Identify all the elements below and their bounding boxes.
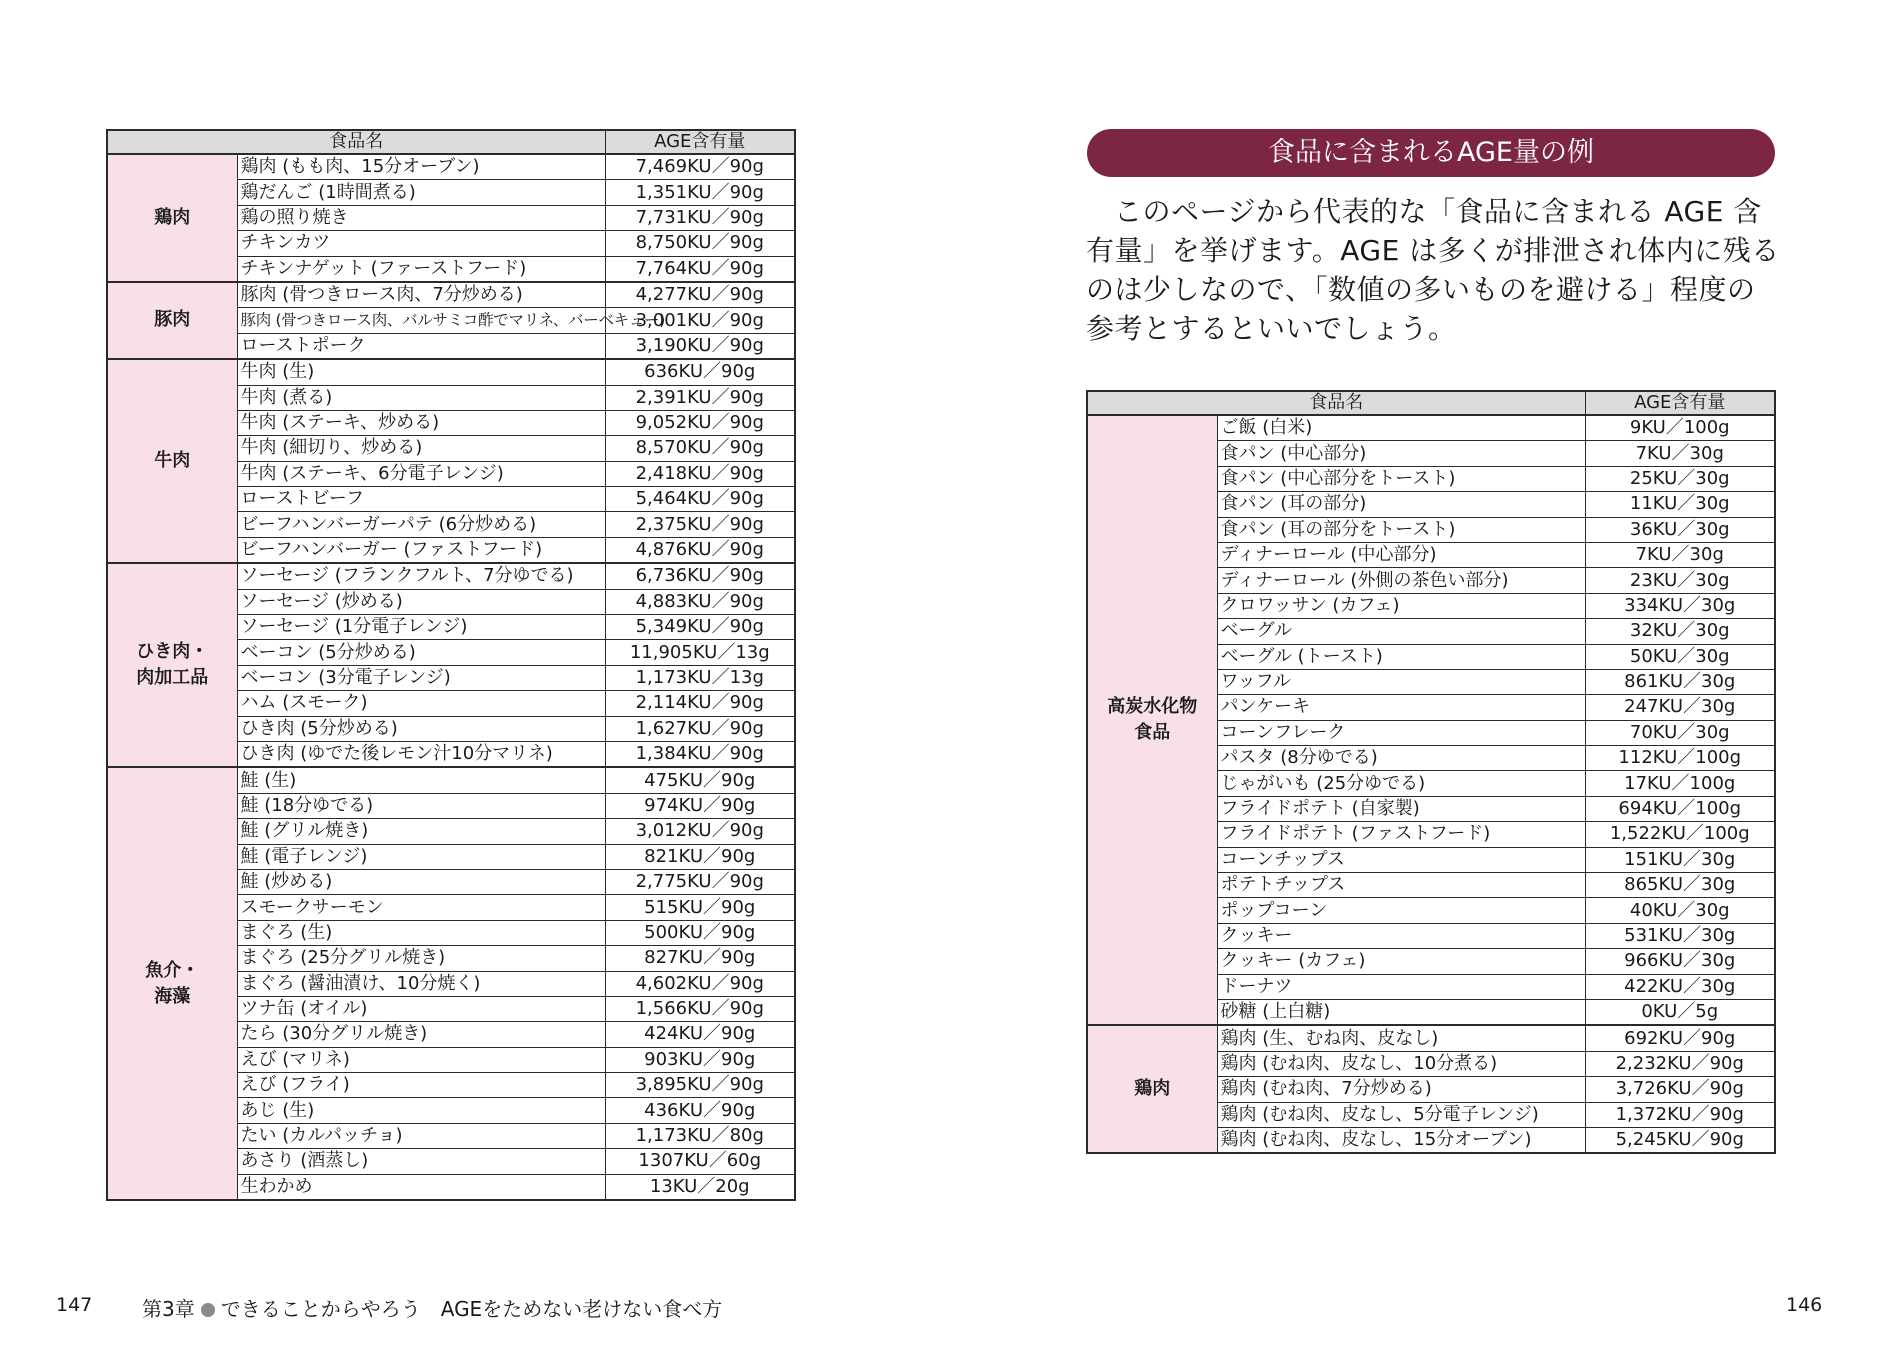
food-name-cell: ツナ缶 (オイル) xyxy=(237,996,605,1021)
age-value-cell: 827KU／90g xyxy=(605,946,795,971)
age-value-cell: 4,277KU／90g xyxy=(605,282,795,308)
age-value-cell: 5,349KU／90g xyxy=(605,615,795,640)
food-name-cell: ローストポーク xyxy=(237,333,605,359)
age-value-cell: 2,391KU／90g xyxy=(605,385,795,410)
food-name-cell: チキンカツ xyxy=(237,231,605,256)
category-cell: 高炭水化物 食品 xyxy=(1087,415,1217,1025)
age-value-cell: 8,570KU／90g xyxy=(605,436,795,461)
food-name-cell: 牛肉 (ステーキ、6分電子レンジ) xyxy=(237,461,605,486)
category-cell: ひき肉・ 肉加工品 xyxy=(107,563,237,767)
food-name-cell: 鮭 (電子レンジ) xyxy=(237,844,605,869)
intro-paragraph: このページから代表的な「食品に含まれる AGE 含有量」を挙げます。AGE は多くが排泄され体内に残るのは少しなので、「数値の多いものを避ける」程度の参考とするといいでしょう。 xyxy=(1086,195,1780,345)
age-value-cell: 692KU／90g xyxy=(1585,1025,1775,1051)
food-name-cell: 鶏肉 (生、むね肉、皮なし) xyxy=(1217,1025,1585,1051)
food-name-cell: クロワッサン (カフェ) xyxy=(1217,593,1585,618)
food-name-cell: パスタ (8分ゆでる) xyxy=(1217,746,1585,771)
food-name-cell: ポテトチップス xyxy=(1217,873,1585,898)
table-row xyxy=(107,282,795,308)
food-name-cell: 鮭 (18分ゆでる) xyxy=(237,793,605,818)
table-row xyxy=(1087,415,1775,441)
food-name-cell: 鶏肉 (むね肉、皮なし、10分煮る) xyxy=(1217,1051,1585,1076)
food-name-cell: まぐろ (25分グリル焼き) xyxy=(237,946,605,971)
food-name-cell: ビーフハンバーガー (ファストフード) xyxy=(237,537,605,563)
food-name-cell: コーンフレーク xyxy=(1217,720,1585,745)
food-name-cell: コーンチップス xyxy=(1217,847,1585,872)
age-value-cell: 475KU／90g xyxy=(605,767,795,793)
age-value-cell: 11KU／30g xyxy=(1585,492,1775,517)
table-row xyxy=(107,767,795,793)
age-value-cell: 4,876KU／90g xyxy=(605,537,795,563)
category-cell: 鶏肉 xyxy=(1087,1025,1217,1153)
age-value-cell: 32KU／30g xyxy=(1585,619,1775,644)
header-age-content: AGE含有量 xyxy=(1585,391,1775,415)
food-name-cell: ベーコン (3分電子レンジ) xyxy=(237,665,605,690)
food-name-cell: まぐろ (生) xyxy=(237,920,605,945)
food-name-cell: ポップコーン xyxy=(1217,898,1585,923)
age-value-cell: 966KU／30g xyxy=(1585,949,1775,974)
age-value-cell: 70KU／30g xyxy=(1585,720,1775,745)
food-name-cell: まぐろ (醤油漬け、10分焼く) xyxy=(237,971,605,996)
age-value-cell: 36KU／30g xyxy=(1585,517,1775,542)
age-value-cell: 112KU／100g xyxy=(1585,746,1775,771)
age-value-cell: 424KU／90g xyxy=(605,1022,795,1047)
food-name-cell: 鶏肉 (むね肉、7分炒める) xyxy=(1217,1077,1585,1102)
food-name-cell: ベーグル (トースト) xyxy=(1217,644,1585,669)
age-value-cell: 3,001KU／90g xyxy=(605,308,795,333)
header-age-content: AGE含有量 xyxy=(605,130,795,154)
age-value-cell: 7,731KU／90g xyxy=(605,205,795,230)
age-value-cell: 1307KU／60g xyxy=(605,1149,795,1174)
age-value-cell: 4,602KU／90g xyxy=(605,971,795,996)
food-name-cell: えび (フライ) xyxy=(237,1073,605,1098)
table-row xyxy=(107,154,795,180)
food-name-cell: 鶏肉 (むね肉、皮なし、15分オーブン) xyxy=(1217,1127,1585,1153)
category-cell: 豚肉 xyxy=(107,282,237,359)
bullet-dot-icon xyxy=(201,1303,215,1317)
food-name-cell: ビーフハンバーガーパテ (6分炒める) xyxy=(237,512,605,537)
food-name-cell: たい (カルパッチョ) xyxy=(237,1123,605,1148)
table-row xyxy=(107,563,795,589)
left-page-number: 147 xyxy=(56,1294,93,1316)
food-name-cell: ソーセージ (フランクフルト、7分ゆでる) xyxy=(237,563,605,589)
section-banner: 食品に含まれるAGE量の例 xyxy=(1087,129,1775,177)
food-name-cell: ローストビーフ xyxy=(237,487,605,512)
food-name-cell: 豚肉 (骨つきロース肉、バルサミコ酢でマリネ、バーベキュー) xyxy=(237,308,605,333)
age-value-cell: 531KU／30g xyxy=(1585,923,1775,948)
food-name-cell: 牛肉 (ステーキ、炒める) xyxy=(237,410,605,435)
age-value-cell: 247KU／30g xyxy=(1585,695,1775,720)
age-value-cell: 7,764KU／90g xyxy=(605,256,795,282)
age-value-cell: 974KU／90g xyxy=(605,793,795,818)
age-value-cell: 11,905KU／13g xyxy=(605,640,795,665)
left-food-table xyxy=(106,129,796,1201)
food-name-cell: 鮭 (グリル焼き) xyxy=(237,819,605,844)
food-name-cell: 生わかめ xyxy=(237,1174,605,1200)
age-value-cell: 1,173KU／80g xyxy=(605,1123,795,1148)
food-name-cell: ひき肉 (5分炒める) xyxy=(237,716,605,741)
food-name-cell: ドーナツ xyxy=(1217,974,1585,999)
food-name-cell: たら (30分グリル焼き) xyxy=(237,1022,605,1047)
age-value-cell: 334KU／30g xyxy=(1585,593,1775,618)
age-value-cell: 500KU／90g xyxy=(605,920,795,945)
age-value-cell: 1,173KU／13g xyxy=(605,665,795,690)
food-name-cell: 砂糖 (上白糖) xyxy=(1217,999,1585,1025)
chapter-label: 第3章 xyxy=(142,1297,195,1321)
table-row xyxy=(107,359,795,385)
food-name-cell: 食パン (中心部分) xyxy=(1217,441,1585,466)
age-value-cell: 865KU／30g xyxy=(1585,873,1775,898)
header-food-name: 食品名 xyxy=(1087,391,1585,415)
age-value-cell: 5,245KU／90g xyxy=(1585,1127,1775,1153)
age-value-cell: 1,627KU／90g xyxy=(605,716,795,741)
age-value-cell: 9,052KU／90g xyxy=(605,410,795,435)
age-value-cell: 40KU／30g xyxy=(1585,898,1775,923)
age-value-cell: 694KU／100g xyxy=(1585,796,1775,821)
food-name-cell: ディナーロール (外側の茶色い部分) xyxy=(1217,568,1585,593)
category-cell: 牛肉 xyxy=(107,359,237,563)
age-value-cell: 2,775KU／90g xyxy=(605,869,795,894)
age-value-cell: 25KU／30g xyxy=(1585,466,1775,491)
age-value-cell: 1,384KU／90g xyxy=(605,741,795,767)
food-name-cell: 牛肉 (細切り、炒める) xyxy=(237,436,605,461)
category-cell: 鶏肉 xyxy=(107,154,237,282)
running-footer xyxy=(142,1293,722,1322)
age-value-cell: 0KU／5g xyxy=(1585,999,1775,1025)
age-value-cell: 23KU／30g xyxy=(1585,568,1775,593)
food-name-cell: ソーセージ (1分電子レンジ) xyxy=(237,615,605,640)
food-name-cell: 鶏だんご (1時間煮る) xyxy=(237,180,605,205)
age-value-cell: 422KU／30g xyxy=(1585,974,1775,999)
food-name-cell: フライドポテト (ファストフード) xyxy=(1217,822,1585,847)
age-value-cell: 7,469KU／90g xyxy=(605,154,795,180)
food-name-cell: ハム (スモーク) xyxy=(237,691,605,716)
food-name-cell: 牛肉 (生) xyxy=(237,359,605,385)
age-value-cell: 7KU／30g xyxy=(1585,542,1775,567)
age-value-cell: 1,522KU／100g xyxy=(1585,822,1775,847)
age-value-cell: 3,726KU／90g xyxy=(1585,1077,1775,1102)
food-name-cell: あじ (生) xyxy=(237,1098,605,1123)
food-name-cell: 食パン (中心部分をトースト) xyxy=(1217,466,1585,491)
age-value-cell: 821KU／90g xyxy=(605,844,795,869)
age-value-cell: 5,464KU／90g xyxy=(605,487,795,512)
age-value-cell: 8,750KU／90g xyxy=(605,231,795,256)
age-value-cell: 2,114KU／90g xyxy=(605,691,795,716)
food-name-cell: クッキー xyxy=(1217,923,1585,948)
food-name-cell: スモークサーモン xyxy=(237,895,605,920)
age-value-cell: 9KU／100g xyxy=(1585,415,1775,441)
age-value-cell: 7KU／30g xyxy=(1585,441,1775,466)
age-value-cell: 1,372KU／90g xyxy=(1585,1102,1775,1127)
food-name-cell: フライドポテト (自家製) xyxy=(1217,796,1585,821)
age-value-cell: 903KU／90g xyxy=(605,1047,795,1072)
food-name-cell: ひき肉 (ゆでた後レモン汁10分マリネ) xyxy=(237,741,605,767)
age-value-cell: 515KU／90g xyxy=(605,895,795,920)
food-name-cell: ベーコン (5分炒める) xyxy=(237,640,605,665)
age-value-cell: 2,232KU／90g xyxy=(1585,1051,1775,1076)
food-name-cell: じゃがいも (25分ゆでる) xyxy=(1217,771,1585,796)
table-header-row xyxy=(1087,391,1775,415)
category-cell: 魚介・ 海藻 xyxy=(107,767,237,1200)
food-name-cell: 鮭 (生) xyxy=(237,767,605,793)
age-value-cell: 151KU／30g xyxy=(1585,847,1775,872)
age-value-cell: 13KU／20g xyxy=(605,1174,795,1200)
header-food-name: 食品名 xyxy=(107,130,605,154)
right-page-number: 146 xyxy=(1786,1294,1823,1316)
age-value-cell: 4,883KU／90g xyxy=(605,589,795,614)
right-food-table xyxy=(1086,390,1776,1154)
age-value-cell: 1,351KU／90g xyxy=(605,180,795,205)
age-value-cell: 3,895KU／90g xyxy=(605,1073,795,1098)
food-name-cell: ベーグル xyxy=(1217,619,1585,644)
age-value-cell: 17KU／100g xyxy=(1585,771,1775,796)
age-value-cell: 2,375KU／90g xyxy=(605,512,795,537)
age-value-cell: 436KU／90g xyxy=(605,1098,795,1123)
age-value-cell: 1,566KU／90g xyxy=(605,996,795,1021)
food-name-cell: ワッフル xyxy=(1217,669,1585,694)
food-name-cell: ご飯 (白米) xyxy=(1217,415,1585,441)
table-row xyxy=(1087,1025,1775,1051)
food-name-cell: 豚肉 (骨つきロース肉、7分炒める) xyxy=(237,282,605,308)
food-name-cell: 鶏肉 (むね肉、皮なし、5分電子レンジ) xyxy=(1217,1102,1585,1127)
age-value-cell: 861KU／30g xyxy=(1585,669,1775,694)
food-name-cell: 鮭 (炒める) xyxy=(237,869,605,894)
food-name-cell: ソーセージ (炒める) xyxy=(237,589,605,614)
food-name-cell: 鶏の照り焼き xyxy=(237,205,605,230)
table-header-row xyxy=(107,130,795,154)
food-name-cell: あさり (酒蒸し) xyxy=(237,1149,605,1174)
food-name-cell: えび (マリネ) xyxy=(237,1047,605,1072)
age-value-cell: 2,418KU／90g xyxy=(605,461,795,486)
age-value-cell: 50KU／30g xyxy=(1585,644,1775,669)
food-name-cell: 食パン (耳の部分をトースト) xyxy=(1217,517,1585,542)
food-name-cell: パンケーキ xyxy=(1217,695,1585,720)
food-name-cell: 牛肉 (煮る) xyxy=(237,385,605,410)
age-value-cell: 636KU／90g xyxy=(605,359,795,385)
age-value-cell: 6,736KU／90g xyxy=(605,563,795,589)
food-name-cell: クッキー (カフェ) xyxy=(1217,949,1585,974)
age-value-cell: 3,190KU／90g xyxy=(605,333,795,359)
age-value-cell: 3,012KU／90g xyxy=(605,819,795,844)
food-name-cell: 鶏肉 (もも肉、15分オーブン) xyxy=(237,154,605,180)
food-name-cell: 食パン (耳の部分) xyxy=(1217,492,1585,517)
food-name-cell: ディナーロール (中心部分) xyxy=(1217,542,1585,567)
running-title: できることからやろう AGEをためない老けない食べ方 xyxy=(220,1297,723,1321)
food-name-cell: チキンナゲット (ファーストフード) xyxy=(237,256,605,282)
